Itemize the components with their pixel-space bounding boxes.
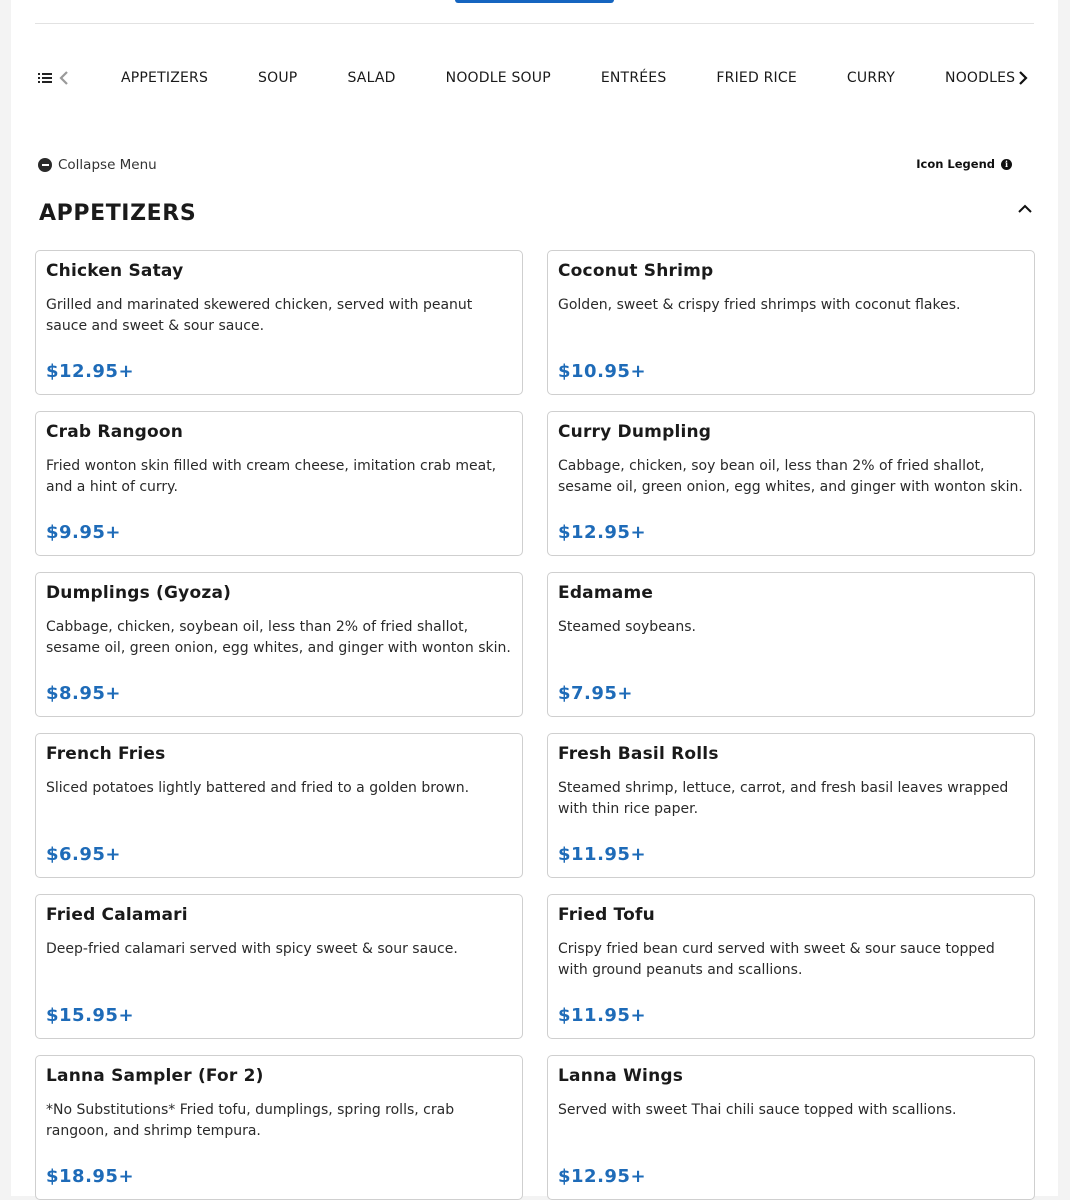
item-name: Crab Rangoon [46,422,184,442]
menu-item-card[interactable] [35,1055,523,1200]
menu-item-card[interactable] [547,250,1035,395]
item-price: $8.95+ [46,683,122,704]
item-description: Cabbage, chicken, soy bean oil, less than 2% of fried shallot, sesame oil, green onion, egg whites, and ginger with wonton skin. [558,458,1023,495]
item-price: $15.95+ [46,1005,135,1026]
chevron-up-icon[interactable] [1016,201,1034,217]
item-name: Chicken Satay [46,261,184,281]
item-name: Coconut Shrimp [558,261,714,281]
item-name: Lanna Wings [558,1066,684,1086]
item-description: Crispy fried bean curd served with sweet & sour sauce topped with ground peanuts and scallions. [558,941,995,978]
category-scroller [95,58,1016,98]
menu-item-card[interactable] [547,411,1035,556]
item-name: Curry Dumpling [558,422,712,442]
icon-legend-button[interactable] [916,157,1012,171]
top-action-button[interactable] [455,0,614,3]
item-description: Sliced potatoes lightly battered and fried to a golden brown. [46,780,470,796]
item-description: Golden, sweet & crispy fried shrimps with coconut flakes. [558,297,961,313]
item-name: Lanna Sampler (For 2) [46,1066,264,1086]
item-price: $11.95+ [558,844,647,865]
item-price: $6.95+ [46,844,122,865]
menu-item-card[interactable] [35,894,523,1039]
section-title: APPETIZERS [39,201,197,226]
item-price: $18.95+ [46,1166,135,1187]
category-tab[interactable]: SOUP [258,70,298,86]
menu-item-card[interactable] [547,572,1035,717]
item-description: Fried wonton skin filled with cream cheese, imitation crab meat, and a hint of curry. [46,458,497,495]
item-price: $12.95+ [558,522,647,543]
item-name: Fried Calamari [46,905,188,925]
list-icon[interactable] [37,70,53,86]
item-name: Edamame [558,583,654,603]
icon-legend-label: Icon Legend [916,157,995,171]
item-name: Fresh Basil Rolls [558,744,719,764]
item-name: Dumplings (Gyoza) [46,583,232,603]
item-price: $12.95+ [558,1166,647,1187]
menu-item-card[interactable] [35,572,523,717]
chevron-right-icon[interactable] [1015,68,1031,88]
category-tab[interactable]: NOODLE SOUP [445,70,551,86]
item-price: $11.95+ [558,1005,647,1026]
divider [35,23,1034,24]
item-description: Steamed soybeans. [558,619,696,635]
menu-item-card[interactable] [35,733,523,878]
item-description: *No Substitutions* Fried tofu, dumplings, spring rolls, crab rangoon, and shrimp tempura. [46,1102,455,1139]
category-tab[interactable]: ENTRÉES [600,70,667,86]
item-price: $9.95+ [46,522,122,543]
menu-item-card[interactable] [547,1055,1035,1200]
item-description: Grilled and marinated skewered chicken, served with peanut sauce and sweet & sour sauce. [46,297,473,334]
item-description: Cabbage, chicken, soybean oil, less than 2% of fried shallot, sesame oil, green onion, egg whites, and ginger with wonton skin. [46,619,511,656]
menu-item-card[interactable] [547,894,1035,1039]
item-price: $7.95+ [558,683,634,704]
item-description: Served with sweet Thai chili sauce topped with scallions. [558,1102,957,1118]
category-tab[interactable]: NOODLES [945,70,1016,86]
menu-item-grid [35,250,1034,1200]
item-price: $10.95+ [558,361,647,382]
category-tab[interactable]: CURRY [846,70,896,86]
chevron-left-icon[interactable] [57,68,71,88]
item-price: $12.95+ [46,361,135,382]
item-name: French Fries [46,744,166,764]
category-tab[interactable]: SALAD [347,70,396,86]
collapse-menu-label: Collapse Menu [58,157,157,173]
category-nav [35,58,1034,98]
minus-circle-icon [38,158,52,172]
category-tab[interactable]: APPETIZERS [121,70,209,86]
item-description: Steamed shrimp, lettuce, carrot, and fresh basil leaves wrapped with thin rice paper. [558,780,1009,817]
collapse-menu-button[interactable] [38,157,157,173]
info-icon: i [1001,159,1012,170]
menu-page [11,0,1058,1196]
category-tab[interactable]: FRIED RICE [716,70,797,86]
item-name: Fried Tofu [558,905,655,925]
menu-item-card[interactable] [547,733,1035,878]
menu-item-card[interactable] [35,411,523,556]
menu-item-card[interactable] [35,250,523,395]
item-description: Deep-fried calamari served with spicy sweet & sour sauce. [46,941,458,957]
